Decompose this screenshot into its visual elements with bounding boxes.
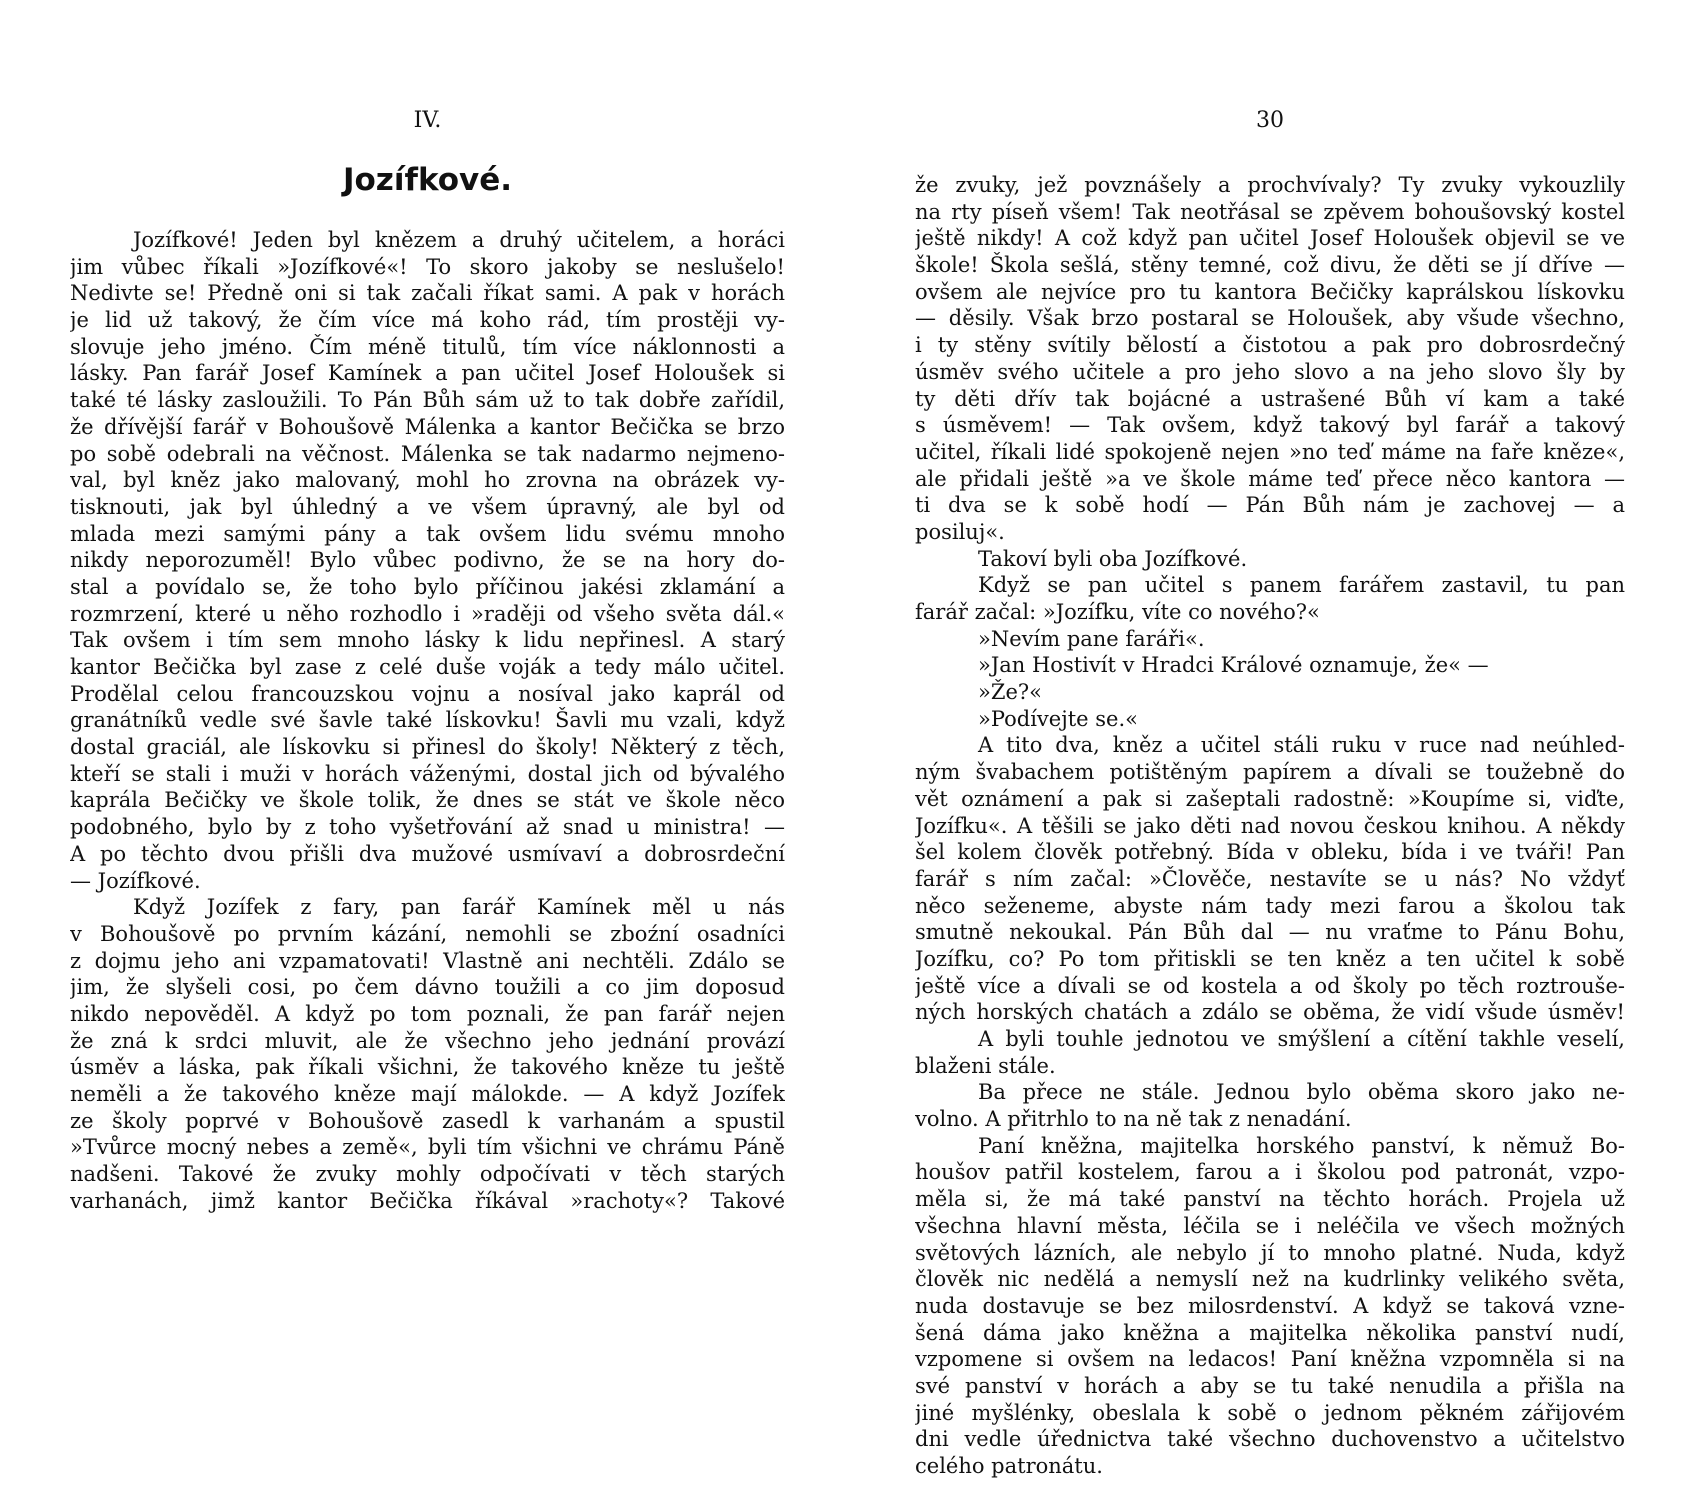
text-line: — Jozífkové. <box>70 868 201 893</box>
text-line: úsměv a láska, pak říkali všichni, že takového kněze tu ještě <box>70 1055 785 1080</box>
text-line: úsměv svého učitele a pro jeho slovo a na jeho slovo šly by <box>915 359 1625 384</box>
text-line: že zná k srdci mluvit, ale že všechno jeho jednání provází <box>70 1028 785 1053</box>
text-line: »Nevím pane faráři«. <box>978 626 1205 651</box>
text-line: »Tvůrce mocný nebes a země«, byli tím všichni ve chrámu Páně <box>70 1135 785 1160</box>
text-line: na rty píseň všem! Tak neotřásal se zpěvem bohoušovský kostel <box>915 199 1625 224</box>
text-line: varhanách, jimž kantor Bečička říkával »rachoty«? Takové <box>70 1188 785 1213</box>
text-line: kteří se stali i muži v horách váženými, dostal jich od bývalého <box>70 761 785 786</box>
text-line: měla si, že má také panství na těchto horách. Projela už <box>915 1187 1625 1212</box>
text-line: Tak ovšem i tím sem mnoho lásky k lidu nepřinesl. A starý <box>70 628 785 653</box>
text-line: lásky. Pan farář Josef Kamínek a pan učitel Josef Holoušek si <box>70 361 785 386</box>
text-line: nikdo nepověděl. A když po tom poznali, že pan farář nejen <box>70 1001 785 1026</box>
right-page <box>915 0 1625 1501</box>
text-line: ale přidali ještě »a ve škole máme teď přece něco kantora — <box>915 466 1625 491</box>
text-line: jim vůbec říkali »Jozífkové«! To skoro jakoby se neslušelo! <box>70 254 785 279</box>
left-page-text <box>70 227 785 1214</box>
text-line: po sobě odebrali na věčnost. Málenka se tak nadarmo nejmeno- <box>70 441 785 466</box>
text-line: šená dáma jako kněžna a majitelka několika panství nudí, <box>915 1320 1625 1345</box>
text-line: Když se pan učitel s panem farářem zastavil, tu pan <box>978 573 1625 598</box>
text-line: všechna hlavní města, léčila se i neléčila ve všech možných <box>915 1213 1625 1238</box>
text-line: Nedivte se! Předně oni si tak začali říkat sami. A pak v horách <box>70 281 785 306</box>
text-line: ze školy poprvé v Bohoušově zasedl k varhanám a spustil <box>70 1108 785 1133</box>
text-line: rozmrzení, které u něho rozhodlo i »raději od všeho světa dál.« <box>70 601 785 626</box>
text-line: z dojmu jeho ani vzpamatovati! Vlastně ani nechtěli. Zdálo se <box>70 948 785 973</box>
text-line: slovuje jeho jméno. Čím méně titulů, tím více náklonnosti a <box>70 334 785 359</box>
text-line: ovšem ale nejvíce pro tu kantora Bečičky kaprálskou lískovku <box>915 279 1625 304</box>
text-line: »Že?« <box>978 680 1042 705</box>
left-page <box>70 0 785 1501</box>
text-line: také té lásky zasloužili. To Pán Bůh sám už to tak dobře zařídil, <box>70 388 785 413</box>
text-line: kantor Bečička byl zase z celé duše voják a tedy málo učitel. <box>70 655 785 679</box>
text-line: A tito dva, kněz a učitel stáli ruku v ruce nad neúhled- <box>978 733 1625 758</box>
text-line: své panství v horách a aby se tu také nenudila a přišla na <box>915 1373 1625 1398</box>
text-line: Takoví byli oba Jozífkové. <box>978 546 1248 571</box>
text-line: celého patronátu. <box>915 1454 1103 1478</box>
text-line: A po těchto dvou přišli dva mužové usmívaví a dobrosrdeční <box>70 841 785 866</box>
text-line: Jozífkové! Jeden byl knězem a druhý učitelem, a horáci <box>133 228 785 252</box>
text-line: podobného, bylo by z toho vyšetřování až snad u ministra! — <box>70 815 785 840</box>
text-line: dni vedle úřednictva také všechno duchovenstvo a učitelstvo <box>915 1427 1625 1452</box>
text-line: volno. A přitrhlo to na ně tak z nenadání. <box>915 1107 1352 1132</box>
page-number: 30 <box>1256 108 1284 133</box>
text-line: ty děti dřív tak bojácné a ustrašené Bůh ví kam a také <box>915 386 1625 411</box>
chapter-number: IV. <box>413 108 442 133</box>
text-line: granátníků vedle své šavle také lískovku! Šavli mu vzali, když <box>70 708 785 733</box>
text-line: neměli a že takového kněze mají málokde. — A když Jozífek <box>70 1082 785 1106</box>
text-line: farář s ním začal: »Člověče, nestavíte se u nás? No vždyť <box>915 866 1625 891</box>
text-line: Ba přece ne stále. Jednou bylo oběma skoro jako ne- <box>978 1080 1625 1105</box>
text-line: smutně nekoukal. Pán Bůh dal — nu vraťme to Pánu Bohu, <box>915 920 1625 945</box>
chapter-title: Jozífkové. <box>342 162 513 198</box>
text-line: ným švabachem potištěným papírem a dívali se toužebně do <box>915 760 1625 785</box>
text-line: světových lázních, ale nebylo jí to mnoho platné. Nuda, když <box>915 1240 1625 1265</box>
text-line: i ty stěny svítily bělostí a čistotou a pak pro dobrosrdečný <box>915 333 1625 358</box>
text-line: vět oznámení a pak si zašeptali radostně: »Koupíme si, viďte, <box>915 786 1625 811</box>
text-line: ti dva se k sobě hodí — Pán Bůh nám je zachovej — a <box>915 493 1625 518</box>
text-line: mlada mezi samými pány a tak ovšem lidu svému mnoho <box>70 521 785 546</box>
text-line: ných horských chatách a zdálo se oběma, že vidí všude úsměv! <box>915 1000 1625 1025</box>
text-line: houšov patřil kostelem, farou a i školou pod patronát, vzpo- <box>915 1160 1625 1185</box>
right-page-text <box>915 172 1625 1480</box>
text-line: nikdy neporozuměl! Bylo vůbec podivno, že se na hory do- <box>70 548 785 573</box>
text-line: dostal graciál, ale lískovku si přinesl do školy! Některý z těch, <box>70 735 785 760</box>
text-line: šel kolem člověk potřebný. Bída v obleku, bída i ve tváři! Pan <box>915 840 1625 865</box>
text-line: že dřívější farář v Bohoušově Málenka a kantor Bečička se brzo <box>70 414 785 439</box>
text-line: Jozífku, co? Po tom přitiskli se ten kněz a ten učitel k sobě <box>915 946 1625 971</box>
text-line: jim, že slyšeli cosi, po čem dávno toužili a co jim doposud <box>70 975 785 1000</box>
text-line: je lid už takový, že čím více má koho rád, tím prostěji vy- <box>70 308 785 333</box>
text-line: farář začal: »Jozífku, víte co nového?« <box>915 600 1320 624</box>
text-line: člověk nic nedělá a nemyslí než na kudrlinky velikého světa, <box>915 1267 1625 1292</box>
text-line: ještě více a dívali se od kostela a od školy po těch roztrouše- <box>915 973 1625 998</box>
text-line: že zvuky, jež povznášely a prochvívaly? Ty zvuky vykouzlily <box>915 173 1625 197</box>
text-line: vzpomene si ovšem na ledacos! Paní kněžna vzpomněla si na <box>915 1347 1625 1372</box>
text-line: jiné myšlénky, obeslala k sobě o jednom pěkném zářijovém <box>915 1400 1625 1425</box>
text-line: ještě nikdy! A což když pan učitel Josef Holoušek objevil se ve <box>915 226 1625 251</box>
text-line: nadšeni. Takové že zvuky mohly odpočívati v těch starých <box>70 1162 785 1187</box>
text-line: Prodělal celou francouzskou vojnu a nosíval jako kaprál od <box>70 681 785 706</box>
text-line: — děsily. Však brzo postaral se Holoušek, aby všude všechno, <box>915 306 1625 331</box>
text-line: stal a povídalo se, že toho bylo příčinou jakési zklamání a <box>70 574 785 599</box>
text-line: »Jan Hostivít v Hradci Králové oznamuje, že« — <box>978 653 1489 678</box>
text-line: »Podívejte se.« <box>978 706 1139 731</box>
text-line: blaženi stále. <box>915 1053 1056 1078</box>
text-line: škole! Škola sešlá, stěny temné, což divu, že děti se jí dříve — <box>915 253 1625 278</box>
text-line: s úsměvem! — Tak ovšem, když takový byl farář a takový <box>915 413 1625 438</box>
text-line: posiluj«. <box>915 519 1005 544</box>
text-line: Paní kněžna, majitelka horského panství, k němuž Bo- <box>978 1133 1625 1158</box>
text-line: něco seženeme, abyste nám tady mezi farou a školou tak <box>915 893 1625 918</box>
text-line: val, byl kněz jako malovaný, mohl ho zrovna na obrázek vy- <box>70 468 785 493</box>
text-line: učitel, říkali lidé spokojeně nejen »no teď máme na faře kněze«, <box>915 439 1625 464</box>
text-line: Jozífku«. A těšili se jako děti nad novou českou knihou. A někdy <box>915 813 1625 838</box>
text-line: nuda dostavuje se bez milosrdenství. A když se taková vzne- <box>915 1293 1625 1318</box>
text-line: v Bohoušově po prvním kázání, nemohli se zboźní osadníci <box>70 921 785 946</box>
text-line: Když Jozífek z fary, pan farář Kamínek měl u nás <box>133 895 785 920</box>
text-line: A byli touhle jednotou ve smýšlení a cítění takhle veselí, <box>978 1027 1625 1051</box>
text-line: tisknouti, jak byl úhledný a ve všem úpravný, ale byl od <box>70 494 785 519</box>
text-line: kaprála Bečičky ve škole tolik, že dnes se stát ve škole něco <box>70 788 785 813</box>
